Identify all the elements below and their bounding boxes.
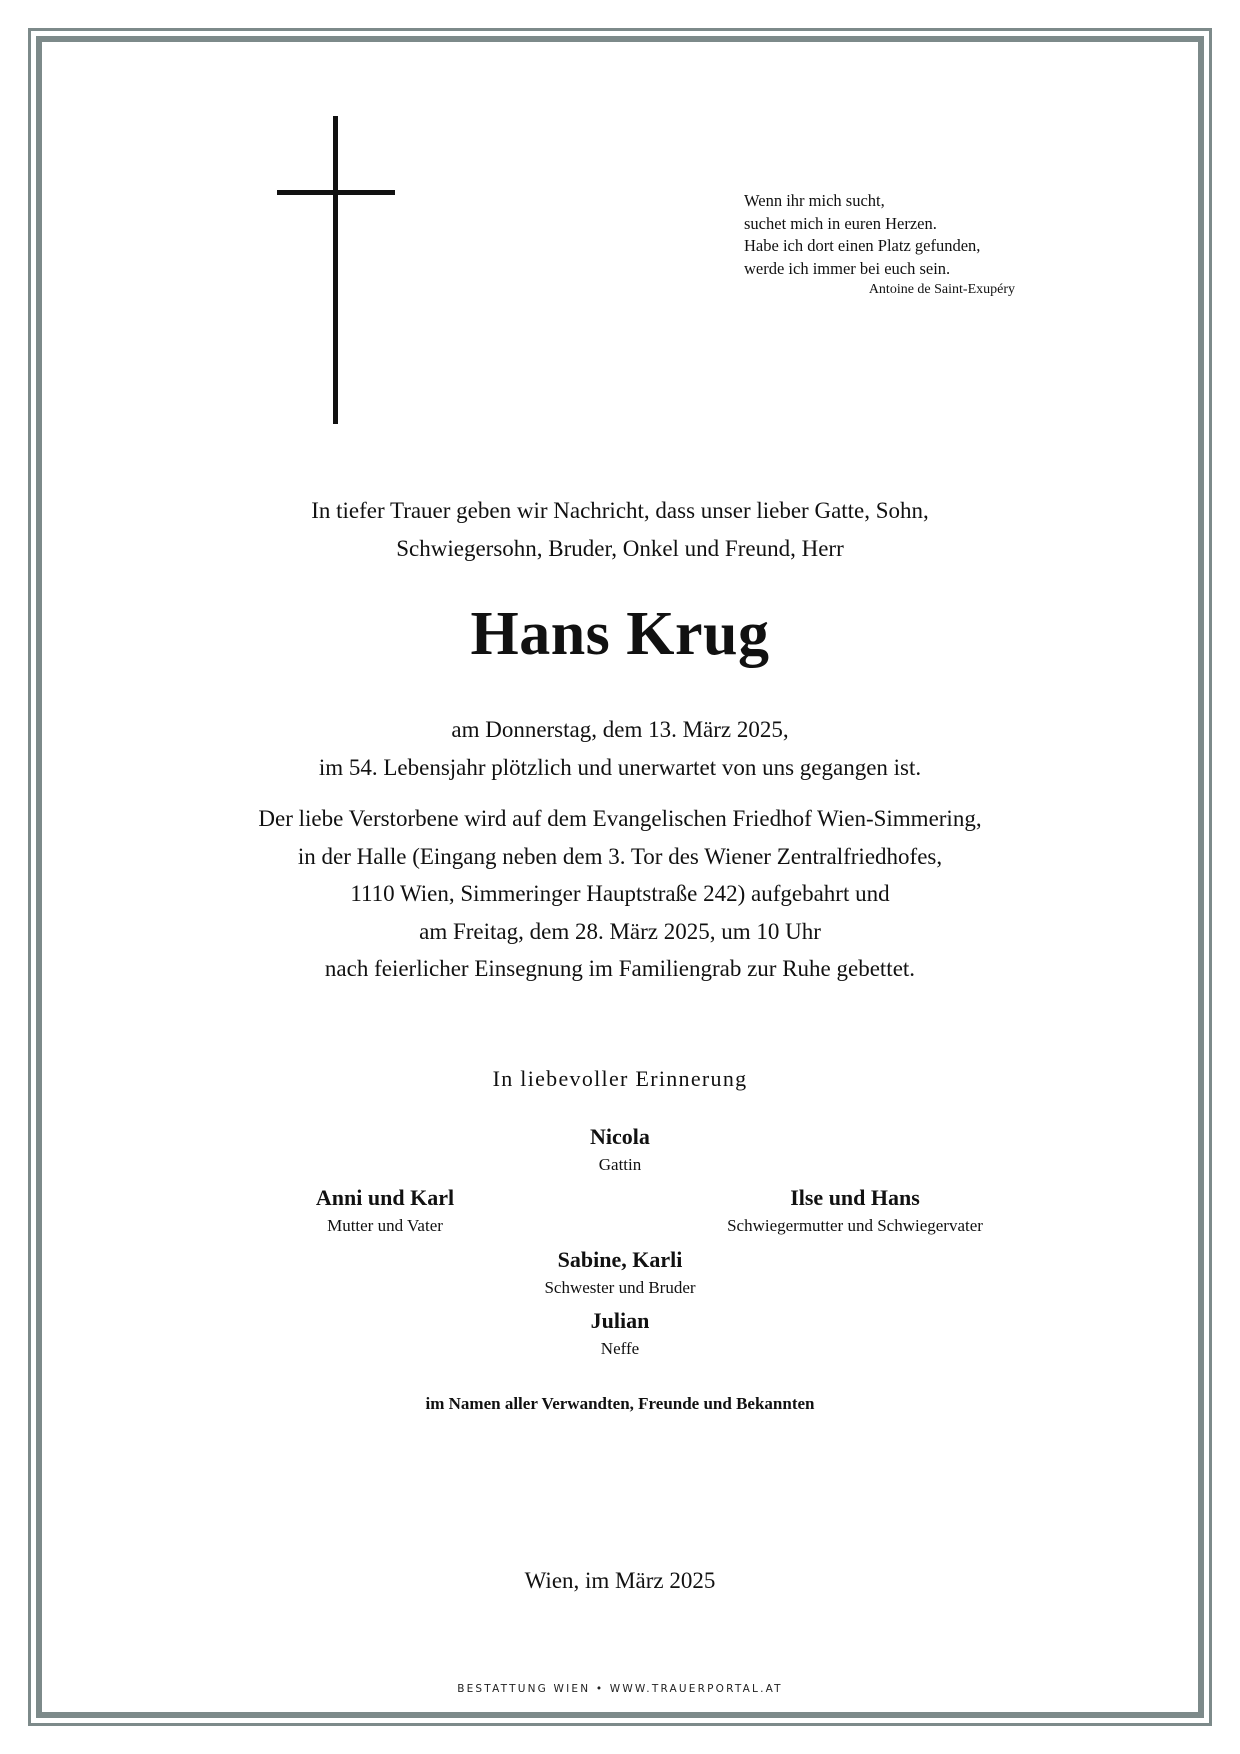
mourner-siblings (470, 1245, 770, 1301)
death-info (0, 711, 1240, 787)
mourner-relation: Schwiegermutter und Schwiegervater (727, 1216, 983, 1235)
mourner-name: Nicola (590, 1124, 650, 1149)
mourner-relation: Mutter und Vater (327, 1216, 443, 1235)
death-info-line: im 54. Lebensjahr plötzlich und unerwartet von uns gegangen ist. (318, 755, 922, 780)
quote-line: Wenn ihr mich sucht, (744, 191, 885, 210)
mourner-name: Anni und Karl (315, 1185, 455, 1210)
on-behalf-line: im Namen aller Verwandten, Freunde und Bekannten (425, 1394, 815, 1413)
intro-line: Schwiegersohn, Bruder, Onkel und Freund, Herr (396, 536, 844, 561)
quote-line: werde ich immer bei euch sein. (744, 258, 951, 278)
quote-line: Habe ich dort einen Platz gefunden, (744, 236, 981, 255)
funeral-line: am Freitag, dem 28. März 2025, um 10 Uhr (419, 918, 821, 944)
mourner-name: Julian (590, 1308, 650, 1333)
mourner-name: Sabine, Karli (557, 1247, 683, 1272)
quote-line: suchet mich in euren Herzen. (744, 213, 937, 233)
mourner-nephew (520, 1306, 720, 1362)
mourner-relation: Gattin (598, 1155, 642, 1174)
remembrance-heading: In liebevoller Erinnerung (492, 1066, 748, 1091)
quote-author: Antoine de Saint-Exupéry (868, 282, 1015, 297)
cross-vertical-bar (333, 116, 338, 424)
place-date: Wien, im März 2025 (524, 1568, 716, 1593)
funeral-line: 1110 Wien, Simmeringer Hauptstraße 242) aufgebahrt und (350, 881, 890, 906)
mourner-spouse (520, 1122, 720, 1178)
death-info-line: am Donnerstag, dem 13. März 2025, (451, 717, 789, 742)
announcement-intro (0, 492, 1240, 568)
cross-horizontal-bar (277, 190, 395, 195)
funeral-details (0, 800, 1240, 988)
mourner-parents-in-law (680, 1183, 1030, 1239)
deceased-name: Hans Krug (470, 600, 770, 668)
quote (744, 190, 1044, 300)
footer-credit: BESTATTUNG WIEN • WWW.TRAUERPORTAL.AT (457, 1683, 783, 1695)
funeral-line: Der liebe Verstorbene wird auf dem Evangelischen Friedhof Wien-Simmering, (258, 806, 982, 831)
intro-line: In tiefer Trauer geben wir Nachricht, dass unser lieber Gatte, Sohn, (311, 498, 929, 523)
mourner-relation: Schwester und Bruder (544, 1278, 696, 1297)
mourner-name: Ilse und Hans (790, 1185, 920, 1210)
mourner-parents (260, 1183, 510, 1239)
mourner-relation: Neffe (600, 1339, 640, 1358)
funeral-line: in der Halle (Eingang neben dem 3. Tor des Wiener Zentralfriedhofes, (297, 843, 943, 869)
funeral-line: nach feierlicher Einsegnung im Familiengrab zur Ruhe gebettet. (324, 956, 916, 981)
